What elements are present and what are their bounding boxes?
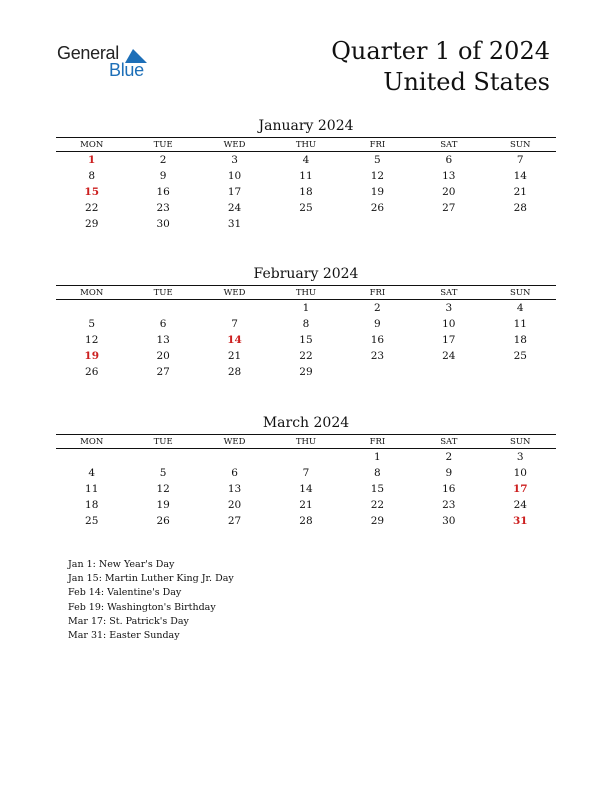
day-cell: 31 (227, 218, 242, 230)
weekday-header: THU (270, 286, 341, 300)
day-cell: 27 (227, 515, 242, 527)
day-cell: 4 (516, 302, 524, 314)
title-quarter: Quarter 1 of 2024 (331, 37, 550, 65)
month-march (56, 414, 556, 529)
day-cell (485, 216, 556, 232)
day-cell: 31 (512, 515, 528, 527)
day-cell (56, 300, 127, 317)
day-cell: 26 (156, 515, 170, 527)
day-cell: 15 (299, 334, 313, 346)
page-title (331, 36, 550, 98)
day-cell: 2 (159, 154, 167, 166)
day-cell: 17 (512, 483, 528, 495)
day-cell (270, 449, 341, 466)
day-cell: 6 (231, 467, 238, 479)
weekday-header: SAT (413, 435, 484, 449)
day-cell: 28 (227, 366, 242, 378)
day-cell: 19 (84, 350, 100, 362)
day-cell: 5 (88, 318, 96, 330)
logo (57, 43, 167, 83)
day-cell: 22 (299, 350, 313, 362)
day-cell: 1 (374, 451, 381, 463)
month-february (56, 265, 556, 380)
day-cell: 5 (374, 154, 381, 166)
day-cell: 9 (374, 318, 381, 330)
day-cell: 24 (442, 350, 456, 362)
day-cell: 21 (299, 499, 313, 511)
day-cell (199, 449, 270, 466)
day-cell (199, 300, 270, 317)
day-cell: 24 (513, 499, 527, 511)
day-cell: 12 (156, 483, 170, 495)
day-cell: 29 (299, 366, 313, 378)
day-cell: 10 (442, 318, 456, 330)
weekday-header: TUE (127, 138, 198, 152)
title-country: United States (383, 68, 550, 96)
day-cell: 15 (370, 483, 385, 495)
day-cell: 25 (299, 202, 313, 214)
month-title: March 2024 (262, 415, 350, 431)
weekday-header: WED (199, 435, 270, 449)
week-row (56, 332, 556, 348)
day-cell: 21 (227, 350, 242, 362)
weekday-header: SAT (413, 138, 484, 152)
day-cell: 4 (88, 467, 96, 479)
day-cell: 12 (85, 334, 99, 346)
week-row (56, 481, 556, 497)
day-cell: 15 (84, 186, 100, 198)
day-cell: 1 (302, 302, 310, 314)
day-cell: 1 (88, 154, 96, 166)
day-cell: 3 (231, 154, 238, 166)
weekday-header: MON (56, 286, 127, 300)
weekday-header: THU (270, 138, 341, 152)
week-row (56, 449, 556, 466)
day-cell: 8 (302, 318, 310, 330)
day-cell: 20 (442, 186, 456, 198)
day-cell: 9 (445, 467, 453, 479)
day-cell: 19 (156, 499, 170, 511)
holiday-list (68, 558, 234, 643)
week-row (56, 184, 556, 200)
day-cell: 11 (299, 170, 313, 182)
week-row (56, 300, 556, 317)
day-cell: 3 (445, 302, 453, 314)
day-cell: 8 (88, 170, 96, 182)
day-cell: 16 (442, 483, 456, 495)
calendar-table (56, 285, 556, 380)
day-cell: 2 (374, 302, 381, 314)
day-cell: 3 (516, 451, 524, 463)
day-cell: 18 (299, 186, 313, 198)
day-cell: 26 (370, 202, 385, 214)
week-row (56, 168, 556, 184)
holiday-note: Jan 1: New Year's Day (68, 559, 175, 570)
weekday-header: FRI (342, 138, 413, 152)
weekday-header: SUN (485, 435, 556, 449)
weekday-header: SUN (485, 286, 556, 300)
day-cell: 22 (85, 202, 99, 214)
day-cell: 16 (156, 186, 170, 198)
day-cell: 18 (85, 499, 99, 511)
day-cell: 22 (370, 499, 385, 511)
month-january (56, 117, 556, 232)
day-cell: 26 (85, 366, 99, 378)
weekday-header: SAT (413, 286, 484, 300)
holiday-note: Feb 14: Valentine's Day (68, 587, 182, 599)
day-cell: 6 (159, 318, 167, 330)
weekday-header: FRI (342, 286, 413, 300)
day-cell: 10 (513, 467, 527, 479)
day-cell: 5 (159, 467, 167, 479)
day-cell: 25 (85, 515, 99, 527)
day-cell: 29 (370, 515, 385, 527)
day-cell: 13 (442, 170, 456, 182)
day-cell: 10 (227, 170, 242, 182)
day-cell: 14 (299, 483, 313, 495)
day-cell: 13 (227, 483, 242, 495)
day-cell: 9 (159, 170, 167, 182)
week-row (56, 152, 556, 169)
day-cell: 25 (513, 350, 527, 362)
holiday-note: Mar 17: St. Patrick's Day (68, 615, 189, 627)
weekday-header: WED (199, 286, 270, 300)
weekday-header: WED (199, 138, 270, 152)
month-title: February 2024 (253, 266, 359, 282)
day-cell (127, 449, 198, 466)
day-cell: 24 (227, 202, 242, 214)
day-cell: 11 (513, 318, 527, 330)
week-row (56, 513, 556, 529)
weekday-header: FRI (342, 435, 413, 449)
day-cell: 7 (516, 154, 524, 166)
week-row (56, 200, 556, 216)
day-cell: 16 (370, 334, 385, 346)
calendar-table (56, 137, 556, 232)
day-cell (56, 449, 127, 466)
weekday-header: MON (56, 138, 127, 152)
day-cell (413, 364, 484, 380)
day-cell: 14 (227, 334, 242, 346)
day-cell: 20 (156, 350, 170, 362)
day-cell: 20 (227, 499, 242, 511)
week-row (56, 348, 556, 364)
day-cell: 7 (302, 467, 310, 479)
week-row (56, 316, 556, 332)
weekday-header: THU (270, 435, 341, 449)
holiday-note: Jan 15: Martin Luther King Jr. Day (68, 573, 234, 585)
day-cell: 17 (227, 186, 242, 198)
month-title: January 2024 (258, 118, 354, 134)
day-cell: 28 (513, 202, 527, 214)
day-cell: 19 (370, 186, 385, 198)
calendar-table (56, 434, 556, 529)
day-cell: 7 (231, 318, 238, 330)
week-row (56, 216, 556, 232)
day-cell: 30 (442, 515, 456, 527)
day-cell: 13 (156, 334, 170, 346)
week-row (56, 465, 556, 481)
day-cell: 30 (156, 218, 170, 230)
day-cell (342, 364, 413, 380)
day-cell: 23 (156, 202, 170, 214)
day-cell: 29 (85, 218, 99, 230)
day-cell: 21 (513, 186, 527, 198)
day-cell: 11 (85, 483, 99, 495)
day-cell: 4 (302, 154, 310, 166)
day-cell: 12 (370, 170, 385, 182)
day-cell: 6 (445, 154, 453, 166)
day-cell: 18 (513, 334, 527, 346)
day-cell (485, 364, 556, 380)
weekday-header: SUN (485, 138, 556, 152)
holiday-note: Mar 31: Easter Sunday (68, 630, 180, 642)
day-cell: 27 (442, 202, 456, 214)
logo-text-blue: Blue (109, 60, 144, 80)
day-cell (127, 300, 198, 317)
holiday-note: Feb 19: Washington's Birthday (68, 601, 216, 613)
weekday-header: TUE (127, 435, 198, 449)
day-cell (270, 216, 341, 232)
day-cell: 2 (445, 451, 453, 463)
day-cell (342, 216, 413, 232)
day-cell: 23 (442, 499, 456, 511)
day-cell: 27 (156, 366, 170, 378)
day-cell: 17 (442, 334, 456, 346)
day-cell (413, 216, 484, 232)
day-cell: 8 (374, 467, 381, 479)
weekday-header: MON (56, 435, 127, 449)
day-cell: 28 (299, 515, 313, 527)
week-row (56, 364, 556, 380)
day-cell: 14 (513, 170, 527, 182)
weekday-header: TUE (127, 286, 198, 300)
logo-text-general: General (57, 43, 119, 63)
week-row (56, 497, 556, 513)
day-cell: 23 (370, 350, 385, 362)
